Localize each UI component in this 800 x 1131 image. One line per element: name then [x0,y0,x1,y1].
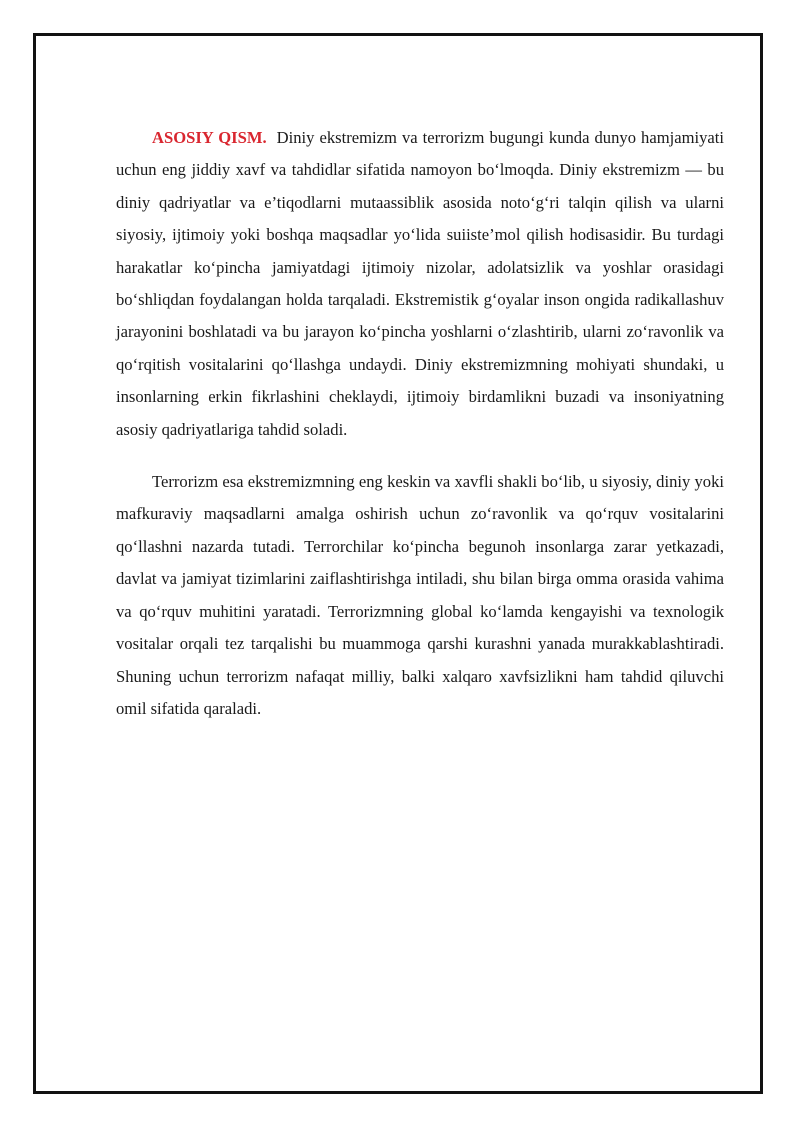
document-body [116,122,724,725]
paragraph-2-text: Terrorizm esa ekstremizmning eng keskin va xavfli shakli bo‘lib, u siyosiy, diniy yoki mafkuraviy maqsadlarni amalga oshirish uchun zo‘ravonlik va qo‘rquv vositalarini qo‘llashni nazarda tutadi. Terrorchilar ko‘pincha begunoh insonlarga zarar yetkazadi, davlat va jamiyat tizimlarini zaiflashtirishga intiladi, shu bilan birga omma orasida vahima va qo‘rquv muhitini yaratadi. Terrorizmning global ko‘lamda kengayishi va texnologik vositalar orqali tez tarqalishi bu muammoga qarshi kurashni yanada murakkablashtiradi. Shuning uchun terrorizm nafaqat milliy, balki xalqaro xavfsizlikni ham tahdid qiluvchi omil sifatida qaraladi. [116,472,724,718]
section-heading: ASOSIY QISM. [152,128,267,147]
paragraph-terrorism [116,466,724,725]
paragraph-1-text: Diniy ekstremizm va terrorizm bugungi kunda dunyo hamjamiyati uchun eng jiddiy xavf va tahdidlar sifatida namoyon bo‘lmoqda. Diniy ekstremizm — bu diniy qadriyatlar va e’tiqodlarni mutaassiblik asosida noto‘g‘ri talqin qilish va ularni siyosiy, ijtimoiy yoki boshqa maqsadlar yo‘lida suiiste’mol qilish hodisasidir. Bu turdagi harakatlar ko‘pincha jamiyatdagi ijtimoiy nizolar, adolatsizlik va yoshlar orasidagi bo‘shliqdan foydalangan holda tarqaladi. Ekstremistik g‘oyalar inson ongida radikallashuv jarayonini boshlatadi va bu jarayon ko‘pincha yoshlarni o‘zlashtirib, ularni zo‘ravonlik va qo‘rqitish vositalarini qo‘llashga undaydi. Diniy ekstremizmning mohiyati shundaki, u insonlarning erkin fikrlashini cheklaydi, ijtimoiy birdamlikni buzadi va insoniyatning asosiy qadriyatlariga tahdid soladi. [116,128,724,439]
paragraph-intro [116,122,724,446]
